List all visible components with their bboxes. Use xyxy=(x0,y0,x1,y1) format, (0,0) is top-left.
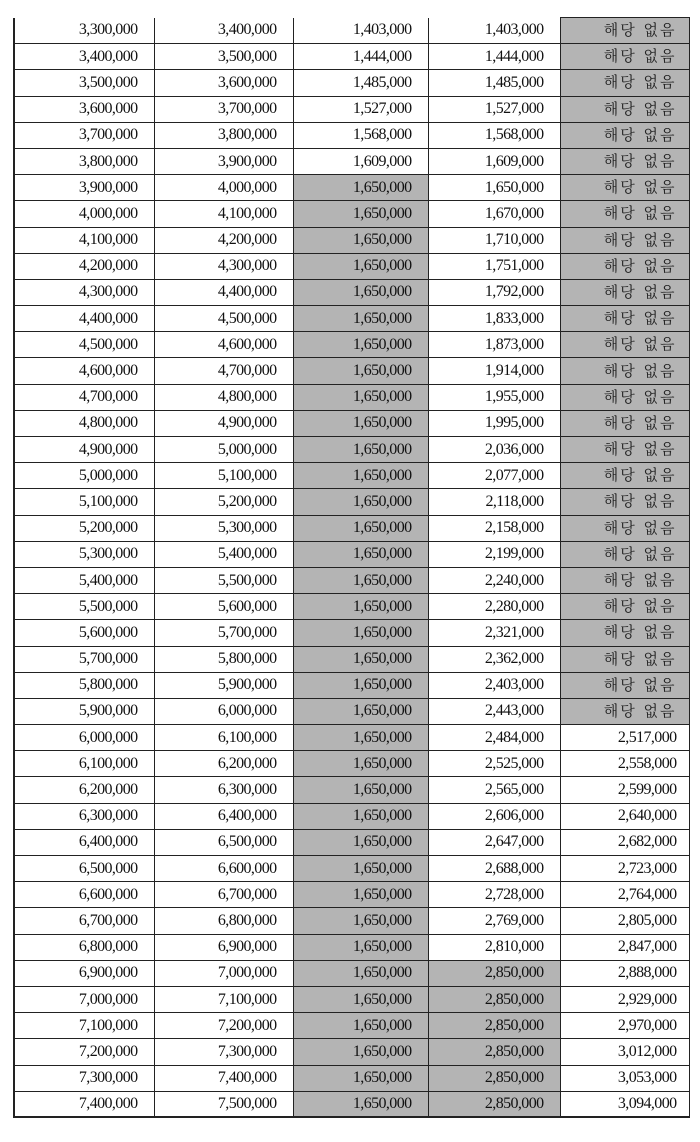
income-from-cell: 4,400,000 xyxy=(14,306,154,332)
amount-col5-cell: 해당 없음 xyxy=(560,227,689,253)
amount-col4-cell: 2,362,000 xyxy=(428,646,560,672)
income-from-cell: 5,900,000 xyxy=(14,698,154,724)
amount-col5-cell: 해당 없음 xyxy=(560,306,689,332)
amount-col4-cell: 2,484,000 xyxy=(428,725,560,751)
table-row xyxy=(14,698,689,724)
table-row xyxy=(14,725,689,751)
table-row xyxy=(14,489,689,515)
amount-col3-cell: 1,650,000 xyxy=(293,672,428,698)
income-from-cell: 6,600,000 xyxy=(14,882,154,908)
amount-col5-cell: 2,517,000 xyxy=(560,725,689,751)
table-row xyxy=(14,44,689,70)
income-to-cell: 4,900,000 xyxy=(154,410,293,436)
amount-col3-cell: 1,650,000 xyxy=(293,882,428,908)
amount-col4-cell: 1,710,000 xyxy=(428,227,560,253)
amount-col5-cell: 해당 없음 xyxy=(560,489,689,515)
amount-col4-cell: 1,955,000 xyxy=(428,384,560,410)
table-row xyxy=(14,882,689,908)
table-row xyxy=(14,986,689,1012)
amount-col4-cell: 2,810,000 xyxy=(428,934,560,960)
income-to-cell: 4,500,000 xyxy=(154,306,293,332)
amount-col5-cell: 해당 없음 xyxy=(560,410,689,436)
amount-col3-cell: 1,650,000 xyxy=(293,201,428,227)
amount-col5-cell: 해당 없음 xyxy=(560,44,689,70)
income-from-cell: 3,900,000 xyxy=(14,175,154,201)
income-from-cell: 4,200,000 xyxy=(14,253,154,279)
amount-col3-cell: 1,650,000 xyxy=(293,777,428,803)
amount-col4-cell: 2,525,000 xyxy=(428,751,560,777)
income-to-cell: 4,700,000 xyxy=(154,358,293,384)
income-from-cell: 4,100,000 xyxy=(14,227,154,253)
amount-col3-cell: 1,650,000 xyxy=(293,829,428,855)
table-row xyxy=(14,567,689,593)
table-row xyxy=(14,358,689,384)
amount-col3-cell: 1,485,000 xyxy=(293,70,428,96)
income-from-cell: 3,300,000 xyxy=(14,18,154,44)
amount-col3-cell: 1,650,000 xyxy=(293,1039,428,1065)
income-to-cell: 3,900,000 xyxy=(154,148,293,174)
income-from-cell: 7,000,000 xyxy=(14,986,154,1012)
table-row xyxy=(14,175,689,201)
table-row xyxy=(14,1065,689,1091)
income-from-cell: 7,300,000 xyxy=(14,1065,154,1091)
amount-col3-cell: 1,527,000 xyxy=(293,96,428,122)
amount-col4-cell: 1,873,000 xyxy=(428,332,560,358)
amount-col3-cell: 1,650,000 xyxy=(293,1013,428,1039)
income-bracket-table xyxy=(13,17,690,1118)
amount-col4-cell: 1,995,000 xyxy=(428,410,560,436)
income-from-cell: 7,400,000 xyxy=(14,1091,154,1117)
amount-col5-cell: 2,723,000 xyxy=(560,856,689,882)
amount-col5-cell: 해당 없음 xyxy=(560,698,689,724)
table-row xyxy=(14,279,689,305)
income-from-cell: 4,900,000 xyxy=(14,437,154,463)
income-to-cell: 7,400,000 xyxy=(154,1065,293,1091)
table-row xyxy=(14,751,689,777)
income-to-cell: 6,600,000 xyxy=(154,856,293,882)
amount-col4-cell: 1,403,000 xyxy=(428,18,560,44)
income-to-cell: 5,700,000 xyxy=(154,620,293,646)
amount-col3-cell: 1,403,000 xyxy=(293,18,428,44)
income-to-cell: 5,200,000 xyxy=(154,489,293,515)
income-from-cell: 6,400,000 xyxy=(14,829,154,855)
amount-col5-cell: 2,929,000 xyxy=(560,986,689,1012)
amount-col3-cell: 1,650,000 xyxy=(293,1091,428,1117)
amount-col4-cell: 2,850,000 xyxy=(428,960,560,986)
amount-col3-cell: 1,650,000 xyxy=(293,567,428,593)
amount-col4-cell: 1,568,000 xyxy=(428,122,560,148)
income-to-cell: 3,400,000 xyxy=(154,18,293,44)
amount-col5-cell: 해당 없음 xyxy=(560,201,689,227)
amount-col4-cell: 1,444,000 xyxy=(428,44,560,70)
income-to-cell: 4,400,000 xyxy=(154,279,293,305)
amount-col5-cell: 2,599,000 xyxy=(560,777,689,803)
income-from-cell: 5,500,000 xyxy=(14,594,154,620)
income-from-cell: 7,200,000 xyxy=(14,1039,154,1065)
income-to-cell: 4,600,000 xyxy=(154,332,293,358)
income-to-cell: 6,100,000 xyxy=(154,725,293,751)
amount-col3-cell: 1,650,000 xyxy=(293,358,428,384)
amount-col4-cell: 1,833,000 xyxy=(428,306,560,332)
amount-col4-cell: 2,606,000 xyxy=(428,803,560,829)
amount-col5-cell: 해당 없음 xyxy=(560,437,689,463)
table-row xyxy=(14,122,689,148)
amount-col3-cell: 1,650,000 xyxy=(293,227,428,253)
amount-col3-cell: 1,650,000 xyxy=(293,646,428,672)
amount-col5-cell: 해당 없음 xyxy=(560,253,689,279)
income-from-cell: 5,100,000 xyxy=(14,489,154,515)
income-to-cell: 5,300,000 xyxy=(154,515,293,541)
amount-col4-cell: 2,647,000 xyxy=(428,829,560,855)
income-to-cell: 4,300,000 xyxy=(154,253,293,279)
income-from-cell: 6,800,000 xyxy=(14,934,154,960)
amount-col3-cell: 1,650,000 xyxy=(293,253,428,279)
income-to-cell: 7,000,000 xyxy=(154,960,293,986)
amount-col3-cell: 1,650,000 xyxy=(293,541,428,567)
income-to-cell: 6,400,000 xyxy=(154,803,293,829)
income-to-cell: 7,100,000 xyxy=(154,986,293,1012)
income-to-cell: 3,600,000 xyxy=(154,70,293,96)
income-to-cell: 6,300,000 xyxy=(154,777,293,803)
income-to-cell: 4,800,000 xyxy=(154,384,293,410)
amount-col5-cell: 2,805,000 xyxy=(560,908,689,934)
amount-col3-cell: 1,650,000 xyxy=(293,463,428,489)
amount-col3-cell: 1,650,000 xyxy=(293,1065,428,1091)
amount-col3-cell: 1,444,000 xyxy=(293,44,428,70)
amount-col3-cell: 1,650,000 xyxy=(293,698,428,724)
amount-col4-cell: 2,443,000 xyxy=(428,698,560,724)
table-row xyxy=(14,646,689,672)
amount-col3-cell: 1,650,000 xyxy=(293,960,428,986)
income-from-cell: 4,000,000 xyxy=(14,201,154,227)
amount-col3-cell: 1,650,000 xyxy=(293,306,428,332)
income-from-cell: 5,700,000 xyxy=(14,646,154,672)
amount-col5-cell: 해당 없음 xyxy=(560,567,689,593)
amount-col4-cell: 2,688,000 xyxy=(428,856,560,882)
income-from-cell: 7,100,000 xyxy=(14,1013,154,1039)
amount-col4-cell: 1,609,000 xyxy=(428,148,560,174)
income-from-cell: 5,000,000 xyxy=(14,463,154,489)
income-to-cell: 6,500,000 xyxy=(154,829,293,855)
amount-col5-cell: 해당 없음 xyxy=(560,672,689,698)
income-to-cell: 5,900,000 xyxy=(154,672,293,698)
amount-col4-cell: 2,158,000 xyxy=(428,515,560,541)
amount-col3-cell: 1,650,000 xyxy=(293,725,428,751)
table-body xyxy=(14,18,689,1118)
amount-col4-cell: 2,036,000 xyxy=(428,437,560,463)
income-to-cell: 4,100,000 xyxy=(154,201,293,227)
income-from-cell: 3,400,000 xyxy=(14,44,154,70)
amount-col4-cell: 1,914,000 xyxy=(428,358,560,384)
amount-col5-cell: 해당 없음 xyxy=(560,541,689,567)
table-row xyxy=(14,620,689,646)
table-row xyxy=(14,1039,689,1065)
income-from-cell: 6,300,000 xyxy=(14,803,154,829)
amount-col5-cell: 해당 없음 xyxy=(560,175,689,201)
amount-col4-cell: 2,850,000 xyxy=(428,1013,560,1039)
amount-col3-cell: 1,650,000 xyxy=(293,332,428,358)
amount-col3-cell: 1,650,000 xyxy=(293,934,428,960)
amount-col5-cell: 해당 없음 xyxy=(560,620,689,646)
income-from-cell: 6,100,000 xyxy=(14,751,154,777)
table-row xyxy=(14,541,689,567)
amount-col3-cell: 1,650,000 xyxy=(293,594,428,620)
income-from-cell: 5,300,000 xyxy=(14,541,154,567)
amount-col3-cell: 1,650,000 xyxy=(293,986,428,1012)
income-from-cell: 5,600,000 xyxy=(14,620,154,646)
table-row xyxy=(14,70,689,96)
table-row xyxy=(14,148,689,174)
table-row xyxy=(14,829,689,855)
amount-col3-cell: 1,568,000 xyxy=(293,122,428,148)
income-to-cell: 4,000,000 xyxy=(154,175,293,201)
income-to-cell: 4,200,000 xyxy=(154,227,293,253)
table-row xyxy=(14,306,689,332)
table-row xyxy=(14,384,689,410)
amount-col5-cell: 2,764,000 xyxy=(560,882,689,908)
income-to-cell: 5,400,000 xyxy=(154,541,293,567)
table-row xyxy=(14,777,689,803)
amount-col3-cell: 1,650,000 xyxy=(293,803,428,829)
income-from-cell: 3,700,000 xyxy=(14,122,154,148)
amount-col4-cell: 2,850,000 xyxy=(428,1091,560,1117)
amount-col5-cell: 3,012,000 xyxy=(560,1039,689,1065)
amount-col5-cell: 2,682,000 xyxy=(560,829,689,855)
amount-col5-cell: 2,558,000 xyxy=(560,751,689,777)
amount-col3-cell: 1,650,000 xyxy=(293,384,428,410)
income-from-cell: 3,600,000 xyxy=(14,96,154,122)
amount-col3-cell: 1,650,000 xyxy=(293,175,428,201)
income-to-cell: 3,500,000 xyxy=(154,44,293,70)
amount-col5-cell: 2,888,000 xyxy=(560,960,689,986)
amount-col3-cell: 1,650,000 xyxy=(293,856,428,882)
table-row xyxy=(14,410,689,436)
amount-col4-cell: 1,670,000 xyxy=(428,201,560,227)
income-to-cell: 5,000,000 xyxy=(154,437,293,463)
income-to-cell: 5,500,000 xyxy=(154,567,293,593)
amount-col5-cell: 해당 없음 xyxy=(560,384,689,410)
income-from-cell: 4,600,000 xyxy=(14,358,154,384)
amount-col4-cell: 2,403,000 xyxy=(428,672,560,698)
income-from-cell: 3,500,000 xyxy=(14,70,154,96)
amount-col4-cell: 1,527,000 xyxy=(428,96,560,122)
income-to-cell: 6,700,000 xyxy=(154,882,293,908)
income-to-cell: 5,600,000 xyxy=(154,594,293,620)
table-row xyxy=(14,803,689,829)
amount-col5-cell: 해당 없음 xyxy=(560,122,689,148)
amount-col4-cell: 2,240,000 xyxy=(428,567,560,593)
amount-col5-cell: 해당 없음 xyxy=(560,148,689,174)
income-from-cell: 5,400,000 xyxy=(14,567,154,593)
amount-col4-cell: 2,769,000 xyxy=(428,908,560,934)
income-from-cell: 5,200,000 xyxy=(14,515,154,541)
income-to-cell: 3,800,000 xyxy=(154,122,293,148)
amount-col4-cell: 2,321,000 xyxy=(428,620,560,646)
income-from-cell: 6,000,000 xyxy=(14,725,154,751)
amount-col4-cell: 1,485,000 xyxy=(428,70,560,96)
amount-col5-cell: 2,640,000 xyxy=(560,803,689,829)
income-from-cell: 4,500,000 xyxy=(14,332,154,358)
amount-col4-cell: 1,650,000 xyxy=(428,175,560,201)
amount-col3-cell: 1,650,000 xyxy=(293,410,428,436)
amount-col5-cell: 해당 없음 xyxy=(560,358,689,384)
income-to-cell: 6,800,000 xyxy=(154,908,293,934)
table-row xyxy=(14,463,689,489)
amount-col4-cell: 2,280,000 xyxy=(428,594,560,620)
amount-col4-cell: 1,751,000 xyxy=(428,253,560,279)
amount-col5-cell: 해당 없음 xyxy=(560,646,689,672)
income-from-cell: 6,200,000 xyxy=(14,777,154,803)
table-row xyxy=(14,672,689,698)
table-row xyxy=(14,934,689,960)
income-to-cell: 5,100,000 xyxy=(154,463,293,489)
income-from-cell: 4,800,000 xyxy=(14,410,154,436)
income-to-cell: 6,900,000 xyxy=(154,934,293,960)
amount-col3-cell: 1,650,000 xyxy=(293,437,428,463)
amount-col5-cell: 해당 없음 xyxy=(560,332,689,358)
amount-col4-cell: 1,792,000 xyxy=(428,279,560,305)
amount-col5-cell: 해당 없음 xyxy=(560,18,689,44)
income-from-cell: 3,800,000 xyxy=(14,148,154,174)
amount-col3-cell: 1,650,000 xyxy=(293,515,428,541)
income-from-cell: 4,700,000 xyxy=(14,384,154,410)
amount-col5-cell: 해당 없음 xyxy=(560,70,689,96)
amount-col4-cell: 2,565,000 xyxy=(428,777,560,803)
amount-col5-cell: 2,970,000 xyxy=(560,1013,689,1039)
table-row xyxy=(14,856,689,882)
table-row xyxy=(14,908,689,934)
table-row xyxy=(14,960,689,986)
table-row xyxy=(14,201,689,227)
amount-col5-cell: 2,847,000 xyxy=(560,934,689,960)
income-to-cell: 5,800,000 xyxy=(154,646,293,672)
income-from-cell: 6,700,000 xyxy=(14,908,154,934)
amount-col5-cell: 해당 없음 xyxy=(560,515,689,541)
amount-col4-cell: 2,118,000 xyxy=(428,489,560,515)
table-row xyxy=(14,332,689,358)
income-from-cell: 6,900,000 xyxy=(14,960,154,986)
amount-col3-cell: 1,650,000 xyxy=(293,751,428,777)
income-from-cell: 6,500,000 xyxy=(14,856,154,882)
table-row xyxy=(14,515,689,541)
income-to-cell: 7,300,000 xyxy=(154,1039,293,1065)
amount-col5-cell: 해당 없음 xyxy=(560,594,689,620)
amount-col4-cell: 2,728,000 xyxy=(428,882,560,908)
table-row xyxy=(14,253,689,279)
amount-col5-cell: 해당 없음 xyxy=(560,96,689,122)
income-from-cell: 4,300,000 xyxy=(14,279,154,305)
amount-col3-cell: 1,650,000 xyxy=(293,620,428,646)
income-to-cell: 7,500,000 xyxy=(154,1091,293,1117)
table-row xyxy=(14,96,689,122)
amount-col5-cell: 해당 없음 xyxy=(560,463,689,489)
amount-col4-cell: 2,850,000 xyxy=(428,986,560,1012)
income-to-cell: 3,700,000 xyxy=(154,96,293,122)
income-to-cell: 7,200,000 xyxy=(154,1013,293,1039)
amount-col3-cell: 1,609,000 xyxy=(293,148,428,174)
amount-col5-cell: 3,094,000 xyxy=(560,1091,689,1117)
table-row xyxy=(14,437,689,463)
table-row xyxy=(14,18,689,44)
table-row xyxy=(14,227,689,253)
amount-col4-cell: 2,199,000 xyxy=(428,541,560,567)
amount-col3-cell: 1,650,000 xyxy=(293,489,428,515)
table-row xyxy=(14,594,689,620)
amount-col5-cell: 3,053,000 xyxy=(560,1065,689,1091)
table-row xyxy=(14,1091,689,1117)
income-to-cell: 6,000,000 xyxy=(154,698,293,724)
income-from-cell: 5,800,000 xyxy=(14,672,154,698)
amount-col5-cell: 해당 없음 xyxy=(560,279,689,305)
amount-col4-cell: 2,077,000 xyxy=(428,463,560,489)
table-row xyxy=(14,1013,689,1039)
amount-col4-cell: 2,850,000 xyxy=(428,1039,560,1065)
amount-col3-cell: 1,650,000 xyxy=(293,908,428,934)
amount-col4-cell: 2,850,000 xyxy=(428,1065,560,1091)
income-to-cell: 6,200,000 xyxy=(154,751,293,777)
amount-col3-cell: 1,650,000 xyxy=(293,279,428,305)
